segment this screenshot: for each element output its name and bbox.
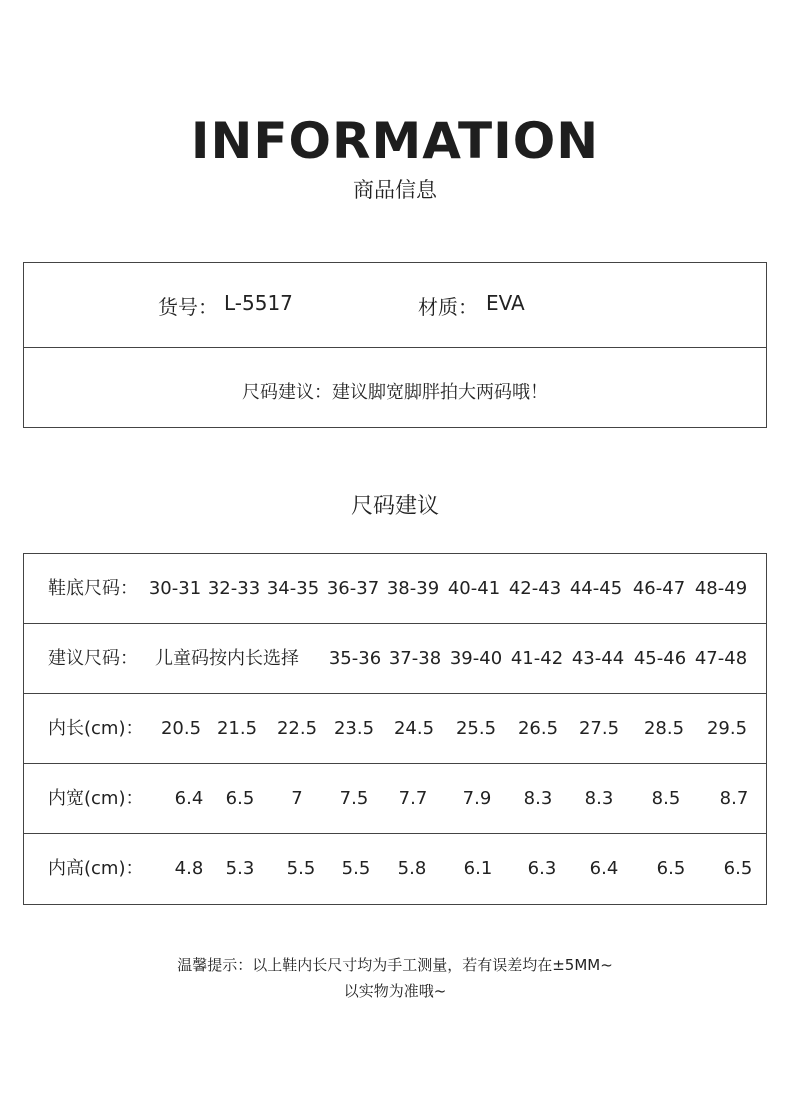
- table-cell: 48-49: [694, 578, 748, 599]
- sku-label: 货号：: [158, 295, 218, 319]
- table-cell: 39-40: [449, 648, 503, 669]
- table-cell: 44-45: [569, 578, 623, 599]
- table-cell: 22.5: [276, 718, 318, 739]
- table-cell: 43-44: [571, 648, 625, 669]
- row-label: 内高(cm)：: [48, 858, 144, 879]
- table-cell: 6.5: [225, 788, 255, 809]
- row-label: 内宽(cm)：: [48, 788, 144, 809]
- table-cell: 36-37: [326, 578, 380, 599]
- table-cell: 38-39: [386, 578, 440, 599]
- page-subtitle: 商品信息: [353, 178, 437, 202]
- table-cell: 6.5: [723, 858, 753, 879]
- table-cell: 45-46: [633, 648, 687, 669]
- table-cell: 29.5: [706, 718, 748, 739]
- table-cell: 7: [291, 788, 303, 809]
- table-cell: 41-42: [510, 648, 564, 669]
- size-advice-text: 尺码建议：建议脚宽脚胖拍大两码哦！: [242, 382, 548, 403]
- table-cell: 7.7: [398, 788, 428, 809]
- table-cell: 35-36: [328, 648, 382, 669]
- table-cell: 37-38: [388, 648, 442, 669]
- table-row-inner-length: [24, 694, 766, 764]
- material-label: 材质：: [418, 295, 478, 319]
- table-cell: 5.5: [286, 858, 316, 879]
- table-cell: 6.1: [463, 858, 493, 879]
- row-label: 内长(cm)：: [48, 718, 144, 739]
- row-label: 建议尺码：: [48, 648, 138, 669]
- table-cell: 8.3: [584, 788, 614, 809]
- measurement-note: 温馨提示：以上鞋内长尺寸均为手工测量，若有误差均在±5MM~: [177, 956, 613, 974]
- size-section-title: 尺码建议: [350, 494, 439, 519]
- table-cell: 4.8: [174, 858, 204, 879]
- table-cell: 32-33: [207, 578, 261, 599]
- table-cell: 47-48: [694, 648, 748, 669]
- sku-value: L-5517: [224, 291, 293, 315]
- table-cell: 6.5: [656, 858, 686, 879]
- table-cell: 21.5: [216, 718, 258, 739]
- table-cell: 26.5: [517, 718, 559, 739]
- table-cell: 儿童码按内长选择: [155, 648, 299, 669]
- table-cell: 8.3: [523, 788, 553, 809]
- table-cell: 5.5: [341, 858, 371, 879]
- row-label: 鞋底尺码：: [48, 578, 138, 599]
- table-cell: 8.5: [651, 788, 681, 809]
- measurement-note-2: 以实物为准哦~: [343, 982, 447, 1000]
- info-row-advice: [24, 347, 766, 427]
- table-cell: 8.7: [719, 788, 749, 809]
- table-row-sole-size: [24, 554, 766, 624]
- table-cell: 46-47: [632, 578, 686, 599]
- table-cell: 24.5: [393, 718, 435, 739]
- table-cell: 7.5: [339, 788, 369, 809]
- table-cell: 6.4: [589, 858, 619, 879]
- table-row-inner-height: [24, 834, 766, 904]
- table-cell: 40-41: [447, 578, 501, 599]
- table-cell: 30-31: [148, 578, 202, 599]
- table-cell: 5.8: [397, 858, 427, 879]
- table-row-suggested-size: [24, 624, 766, 694]
- table-cell: 42-43: [508, 578, 562, 599]
- info-row-basic: [24, 263, 766, 348]
- table-cell: 20.5: [160, 718, 202, 739]
- table-cell: 28.5: [643, 718, 685, 739]
- table-cell: 34-35: [266, 578, 320, 599]
- table-cell: 6.3: [527, 858, 557, 879]
- table-cell: 5.3: [225, 858, 255, 879]
- table-cell: 23.5: [333, 718, 375, 739]
- page-title: INFORMATION: [190, 112, 600, 170]
- size-table: [23, 553, 767, 905]
- table-cell: 27.5: [578, 718, 620, 739]
- table-cell: 25.5: [455, 718, 497, 739]
- table-cell: 6.4: [174, 788, 204, 809]
- product-info-box: [23, 262, 767, 428]
- table-cell: 7.9: [462, 788, 492, 809]
- table-row-inner-width: [24, 764, 766, 834]
- material-value: EVA: [486, 291, 525, 315]
